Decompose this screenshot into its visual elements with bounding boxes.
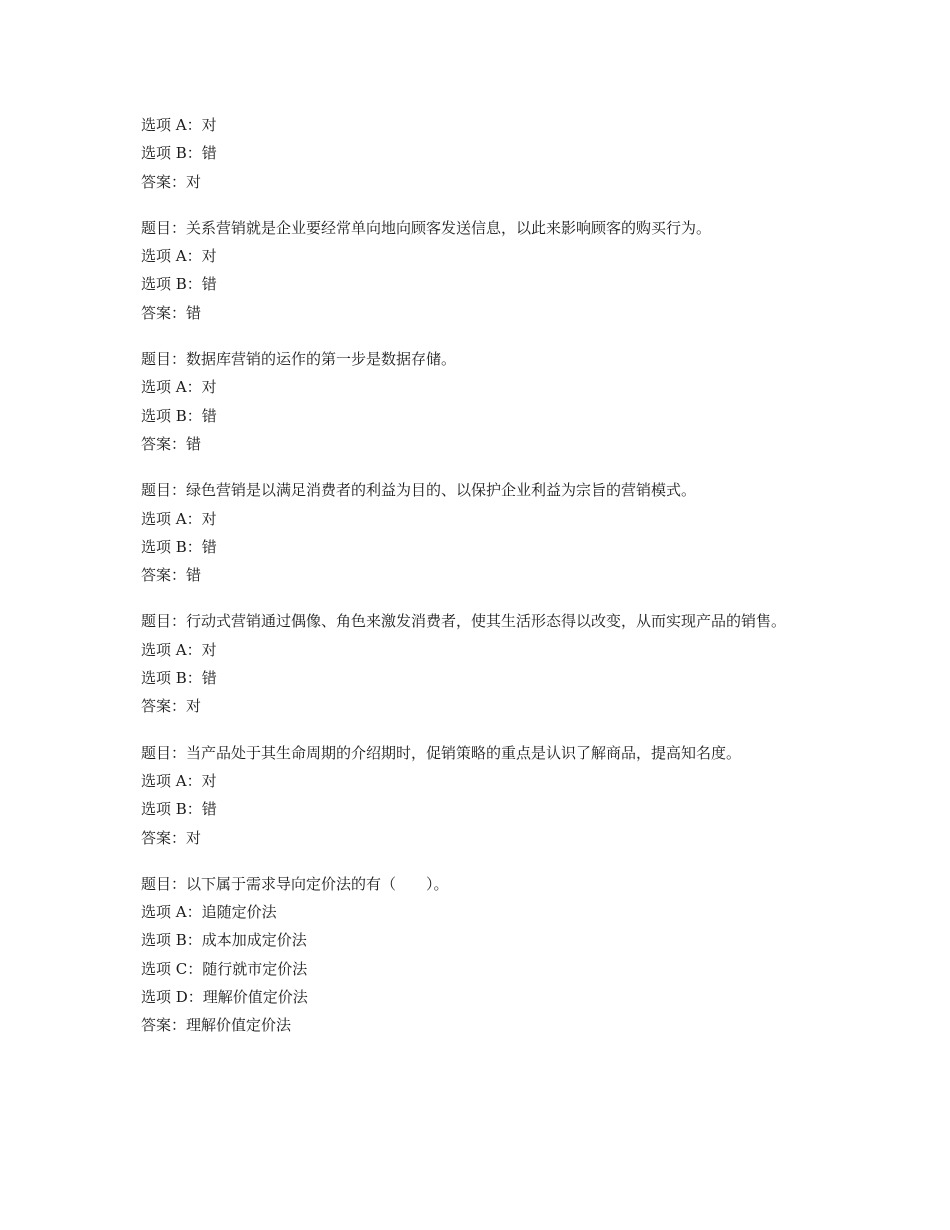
answer: 答案：理解价值定价法 <box>141 1016 292 1035</box>
option-b: 选项 B：成本加成定价法 <box>141 931 307 950</box>
question-text: 题目：以下属于需求导向定价法的有（ ）。 <box>141 874 449 893</box>
answer: 答案：错 <box>141 303 202 322</box>
option-b: 选项 B：错 <box>141 800 217 819</box>
answer: 答案：对 <box>141 828 202 847</box>
option-d: 选项 D：理解价值定价法 <box>141 988 308 1007</box>
option-a: 选项 A：对 <box>141 378 217 397</box>
question-block <box>141 870 821 1040</box>
question-block <box>141 607 821 720</box>
question-block <box>141 739 821 852</box>
question-text: 题目：关系营销就是企业要经常单向地向顾客发送信息，以此来影响顾客的购买行为。 <box>141 218 712 237</box>
option-a: 选项 A：对 <box>141 771 217 790</box>
option-a: 选项 A：对 <box>141 640 217 659</box>
question-block <box>141 214 821 327</box>
option-b: 选项 B：错 <box>141 275 217 294</box>
option-c: 选项 C：随行就市定价法 <box>141 959 308 978</box>
answer: 答案：对 <box>141 172 202 191</box>
option-b: 选项 B：错 <box>141 144 217 163</box>
option-b: 选项 B：错 <box>141 537 217 556</box>
question-block <box>141 111 821 196</box>
question-text: 题目：当产品处于其生命周期的介绍期时，促销策略的重点是认识了解商品，提高知名度。 <box>141 743 742 762</box>
question-block <box>141 476 821 589</box>
answer: 答案：错 <box>141 434 202 453</box>
option-a: 选项 A：追随定价法 <box>141 903 277 922</box>
option-a: 选项 A：对 <box>141 116 217 134</box>
option-b: 选项 B：错 <box>141 406 217 425</box>
question-text: 题目：绿色营销是以满足消费者的利益为目的、以保护企业利益为宗旨的营销模式。 <box>141 481 697 500</box>
question-text: 题目：数据库营销的运作的第一步是数据存储。 <box>141 350 457 369</box>
option-a: 选项 A：对 <box>141 247 217 266</box>
answer: 答案：对 <box>141 697 202 716</box>
answer: 答案：错 <box>141 566 202 585</box>
document-body <box>141 111 821 1040</box>
question-block <box>141 345 821 458</box>
option-b: 选项 B：错 <box>141 669 217 688</box>
question-text: 题目：行动式营销通过偶像、角色来激发消费者，使其生活形态得以改变，从而实现产品的销售。 <box>141 612 787 631</box>
option-a: 选项 A：对 <box>141 509 217 528</box>
